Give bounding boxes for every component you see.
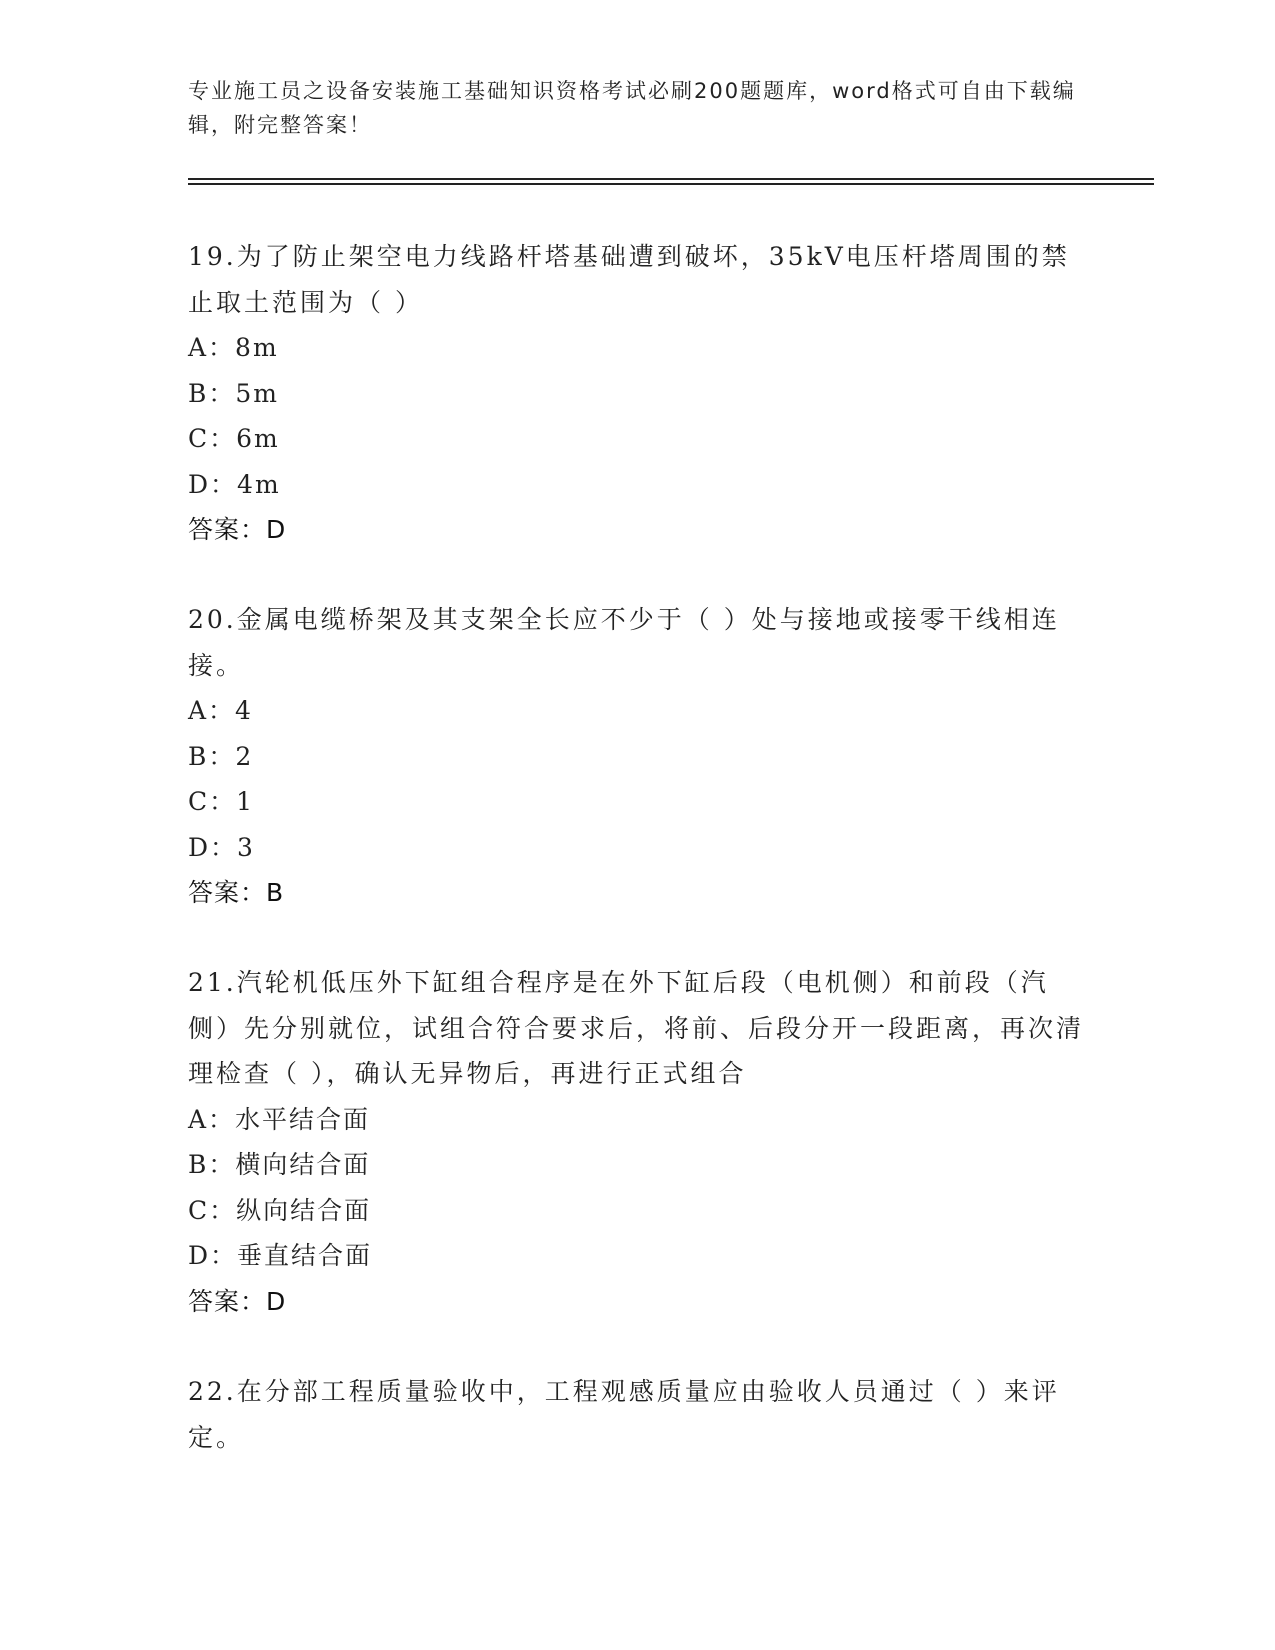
option-a: A：8m <box>188 333 279 362</box>
option-a: A：4 <box>188 696 253 725</box>
option-c: C：纵向结合面 <box>188 1195 372 1225</box>
header-divider-bottom <box>188 183 1154 185</box>
question-20 <box>188 597 1088 916</box>
question-19 <box>188 234 1088 553</box>
option-b: B：5m <box>188 378 279 408</box>
question-stem: 20.金属电缆桥架及其支架全长应不少于（ ）处与接地或接零干线相连接。 <box>188 605 1060 680</box>
question-stem: 19.为了防止架空电力线路杆塔基础遭到破坏，35kV电压杆塔周围的禁止取土范围为（ ） <box>188 242 1070 317</box>
option-d: D：垂直结合面 <box>188 1241 373 1270</box>
option-d: D：3 <box>188 832 255 862</box>
option-c: C：1 <box>188 787 255 816</box>
answer-label: 答案：D <box>188 515 287 544</box>
question-stem: 21.汽轮机低压外下缸组合程序是在外下缸后段（电机侧）和前段（汽侧）先分别就位，试组合符合要求后，将前、后段分开一段距离，再次清理检查（ ），确认无异物后，再进行正式组合 <box>188 968 1085 1088</box>
question-22 <box>188 1369 1088 1460</box>
header-divider-top <box>188 178 1154 180</box>
option-b: B：2 <box>188 741 254 771</box>
answer-label: 答案：B <box>188 878 285 907</box>
question-stem: 22.在分部工程质量验收中，工程观感质量应由验收人员通过（ ）来评定。 <box>188 1377 1060 1452</box>
option-b: B：横向结合面 <box>188 1150 371 1179</box>
answer-label: 答案：D <box>188 1286 287 1316</box>
question-21 <box>188 960 1088 1324</box>
document-header: 专业施工员之设备安装施工基础知识资格考试必刷200题题库，word格式可自由下载编辑，附完整答案！ <box>188 79 1076 137</box>
option-a: A：水平结合面 <box>188 1104 371 1134</box>
option-c: C：6m <box>188 424 280 453</box>
option-d: D：4m <box>188 469 281 499</box>
